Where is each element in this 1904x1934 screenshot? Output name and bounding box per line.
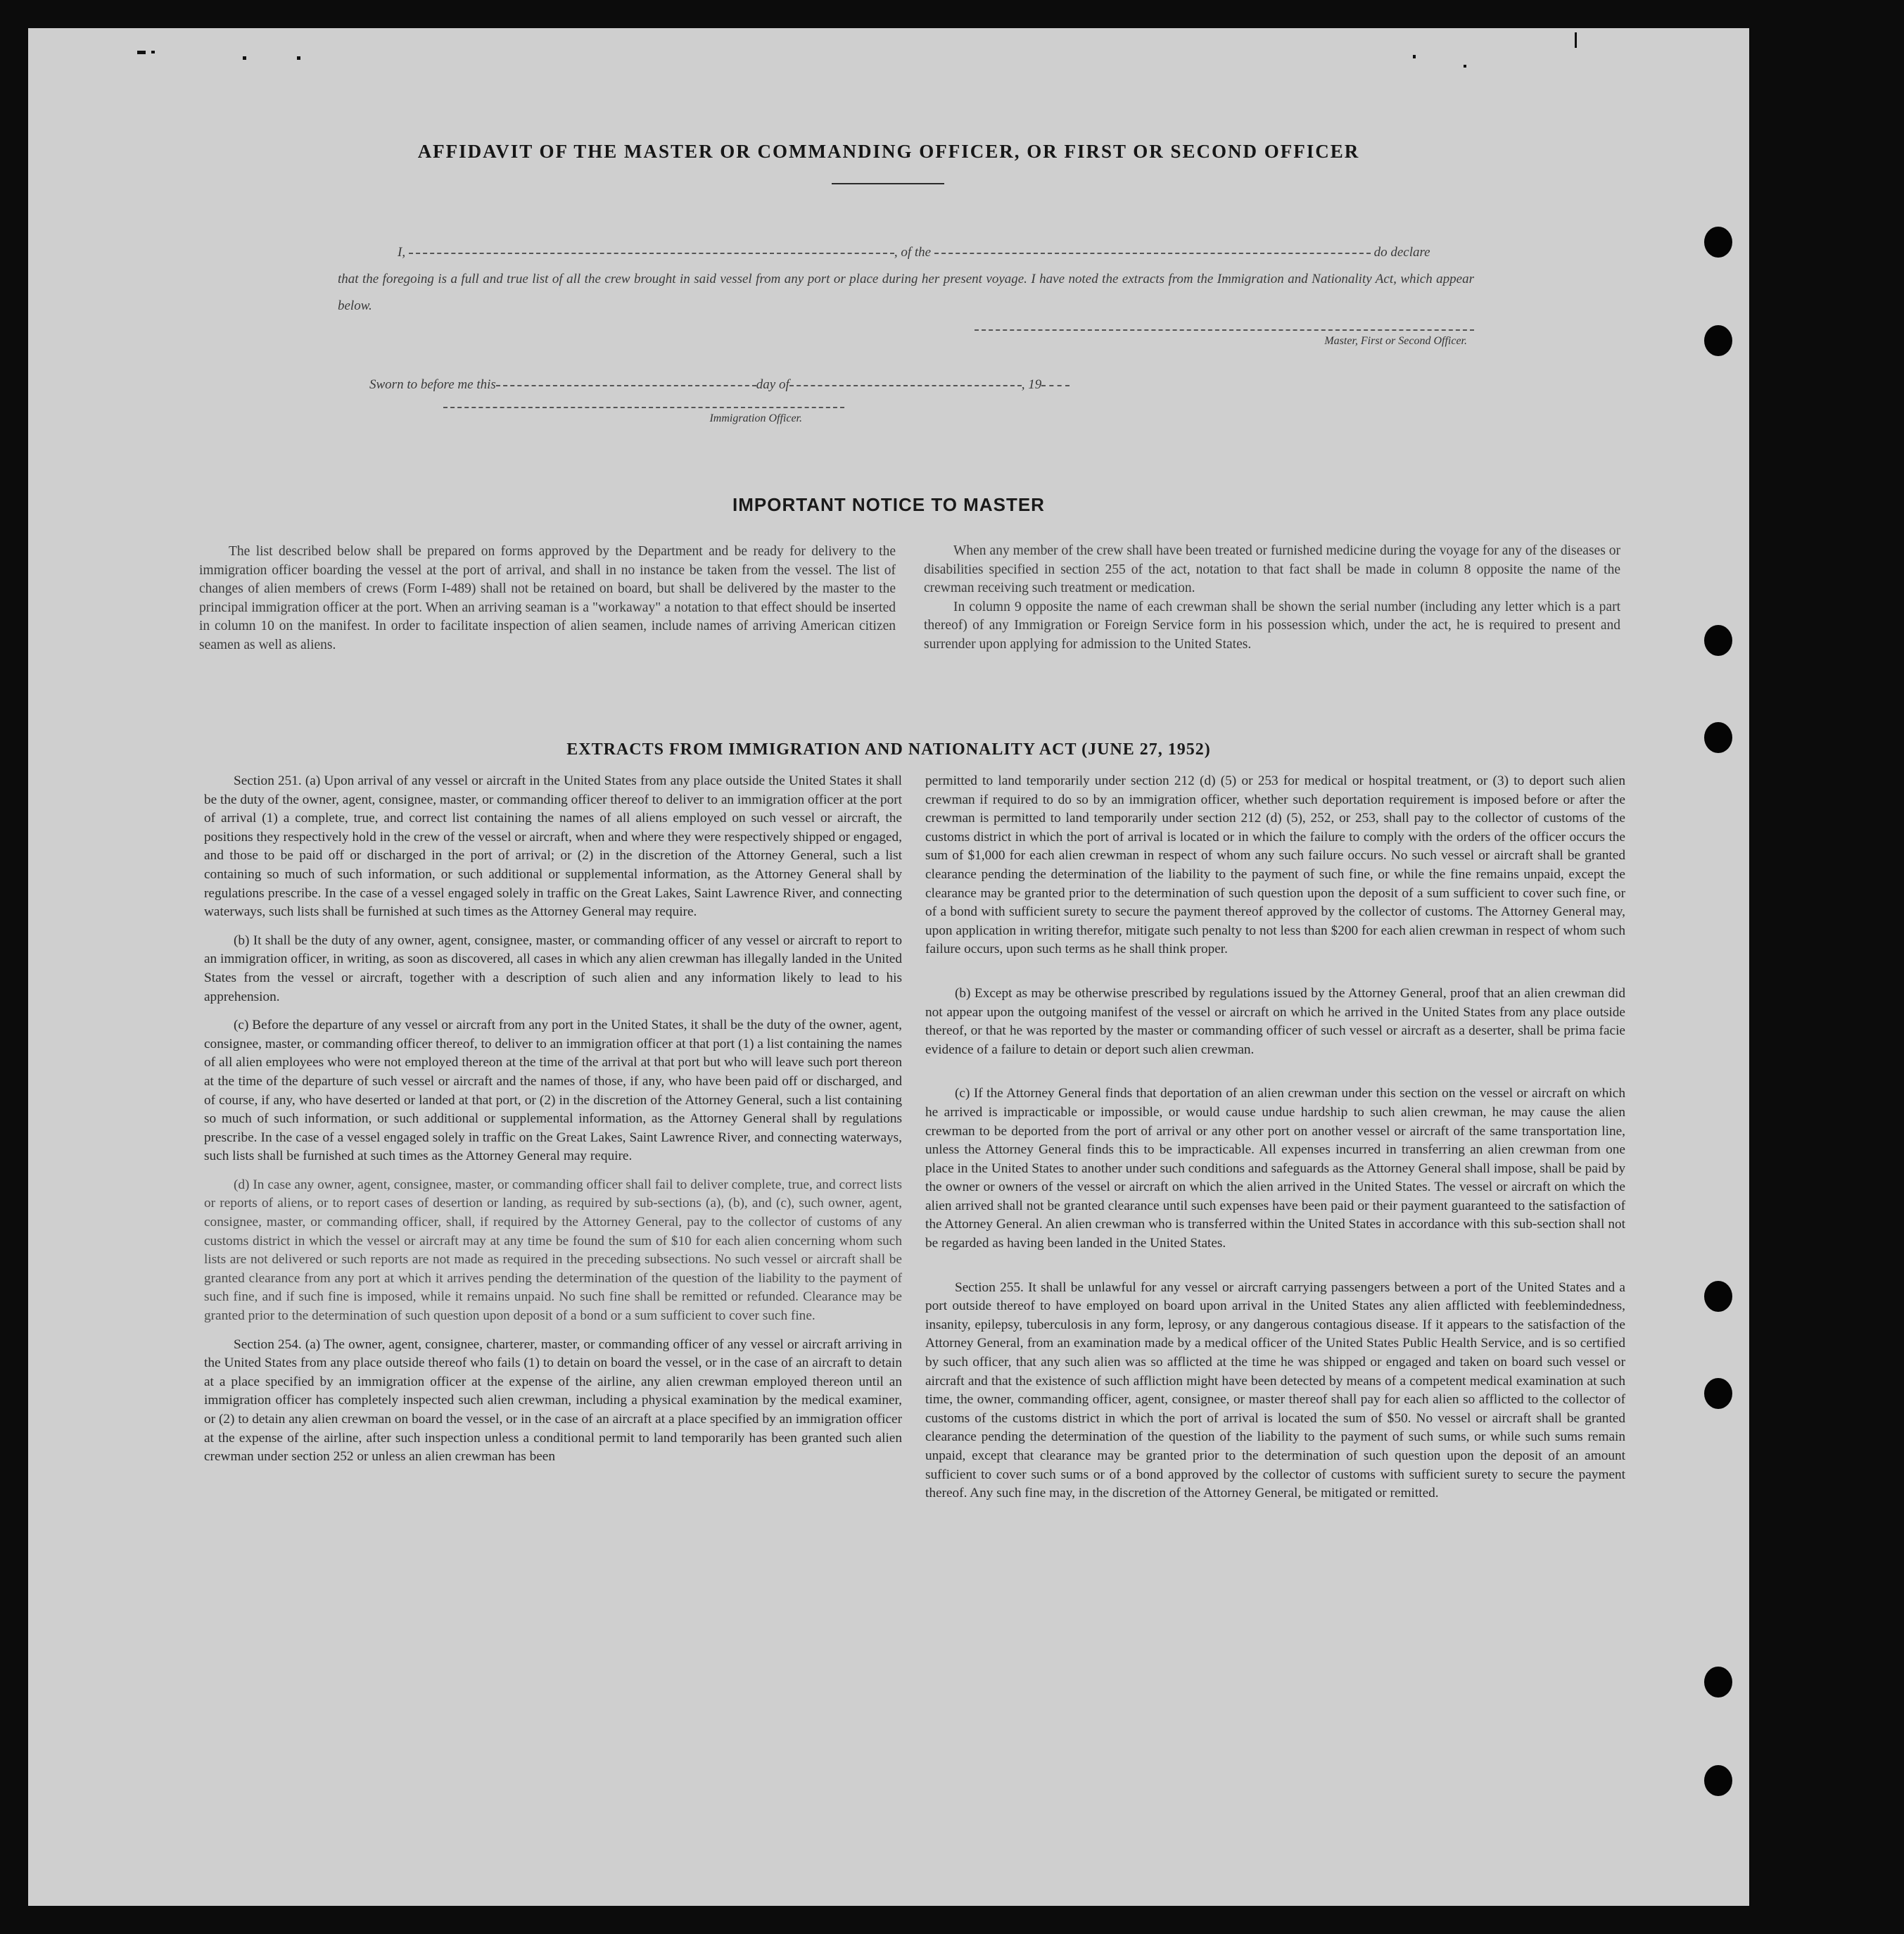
do-declare-label: do declare <box>1373 245 1430 260</box>
of-the-label: , of the <box>894 245 932 260</box>
declaration-first-line <box>338 239 1474 266</box>
declaration-block <box>338 239 1474 320</box>
scan-speck <box>1464 65 1466 68</box>
sworn-month-field[interactable] <box>789 384 1022 386</box>
scan-speck <box>1413 55 1416 58</box>
section-251a: Section 251. (a) Upon arrival of any vessel or aircraft in the United States from any place outside the United States it shall be the duty of the owner, agent, consignee, master, or commanding officer thereof to deliver to an immigration officer at the port of arrival (1) a complete, true, and correct list containing the names of all aliens employed on such vessel or aircraft, the positions they respectively hold in the crew of the vessel or aircraft, when and where they were respectively shipped or engaged, and those to be paid off or discharged in the port of arrival; or (2) in the discretion of the Attorney General, such a list containing so much of such information, or such additional or supplemental information, as the Attorney General shall by regulations prescribe. In the case of a vessel engaged solely in traffic on the Great Lakes, Saint Lawrence River, and connecting waterways, such lists shall be furnished at such times as the Attorney General may require. <box>204 773 903 920</box>
section-254a: Section 254. (a) The owner, agent, consignee, charterer, master, or commanding officer of any vessel or aircraft arriving in the United States from any place outside thereof who fails (1) to detain on board the vessel, or in the case of an aircraft to detain at a place specified by an immigration officer at the expense of the airline, any alien crewman employed thereon until an immigration officer has completely inspected such alien crewman, including a physical examination by the medical examiner, or (2) to detain any alien crewman on board the vessel, or in the case of an aircraft at a place specified by an immigration officer at the expense of the airline, after such inspection unless a conditional permit to land temporarily has been granted such alien crewman under section 252 or unless an alien crewman has been <box>204 1336 902 1465</box>
declarant-prefix: I, <box>398 245 406 260</box>
day-of-label: day of <box>756 377 789 392</box>
section-254b: (b) Except as may be otherwise prescribed by regulations issued by the Attorney General, proof that an alien crewman did not appear upon the outgoing manifest of the vessel or aircraft on which he arrived in the United States from any place outside thereof, or that he was reported by the master or commanding officer of such vessel or aircraft as a deserter, shall be prima facie evidence of a failure to detain or deport such alien crewman. <box>925 985 1625 1057</box>
document-page <box>28 28 1749 1906</box>
scan-speck <box>243 56 246 60</box>
master-signature-field[interactable] <box>975 329 1474 331</box>
affidavit-title: AFFIDAVIT OF THE MASTER OR COMMANDING OFFICER, OR FIRST OR SECOND OFFICER <box>417 141 1360 162</box>
scan-speck <box>137 51 146 54</box>
punch-hole <box>1704 1667 1732 1698</box>
section-251b: (b) It shall be the duty of any owner, agent, consignee, master, or commanding officer of any vessel or aircraft to report to an immigration officer, in writing, as soon as discovered, all cases in which any alien crewman has illegally landed in the United States from the vessel or aircraft, together with a description of such alien and any information likely to lead to his apprehension. <box>204 933 902 1004</box>
sworn-year-field[interactable] <box>1041 384 1070 386</box>
extracts-title: EXTRACTS FROM IMMIGRATION AND NATIONALITY ACT (JUNE 27, 1952) <box>566 740 1211 759</box>
notice-right-column <box>924 542 1620 655</box>
declarant-name-field[interactable] <box>409 252 894 254</box>
extracts-right-column <box>925 772 1625 1503</box>
section-251d: (d) In case any owner, agent, consignee, master, or commanding officer shall fail to deliver complete, true, and correct lists or reports of aliens, or to report cases of desertion or landing, as required by sub-sections (a), (b), and (c), such owner, agent, consignee, master, or commanding officer, shall, if required by the Attorney General, pay to the collector of customs of any customs district in which the vessel or aircraft may at any time be found the sum of $10 for each alien concerning whom such lists are not delivered or such reports are not made as required in the preceding subsections. No such vessel or aircraft shall be granted clearance from any port at which it arrives pending the determination of the question of the liability to the payment of such fine, and if such fine is imposed, while it remains unpaid. No such fine shall be remitted or refunded. Clearance may be granted prior to the determination of such question upon deposit of a bond or a sum sufficient to cover such fine. <box>204 1177 902 1324</box>
punch-hole <box>1704 227 1732 258</box>
scan-speck <box>1575 32 1577 48</box>
immigration-officer-signature-field[interactable] <box>443 407 844 408</box>
notice-left-column <box>199 543 896 655</box>
punch-hole <box>1704 1281 1732 1312</box>
section-251c: (c) Before the departure of any vessel or aircraft from any port in the United States, it shall be the duty of the owner, agent, consignee, master, or commanding officer thereof, to deliver to an immigration officer at that port (1) a list containing the names of all alien employees who were not employed thereon at the time of the arrival at that port but who will leave such port thereon at the time of the departure of such vessel or aircraft and the names of those, if any, who have been paid off or discharged, and of course, if any, who have deserted or landed at that port, or (2) in the discretion of the Attorney General, such a list containing so much of such information, or such additional or supplemental information, as the Attorney General shall by regulations prescribe. In the case of a vessel engaged solely in traffic on the Great Lakes, Saint Lawrence River, and connecting waterways, such lists shall be furnished at such times as the Attorney General may require. <box>204 1018 902 1164</box>
extracts-left-column <box>204 772 902 1467</box>
notice-paragraph: When any member of the crew shall have been treated or furnished medicine during the voyage for any of the diseases or disabilities specified in section 255 of the act, notation to that fact shall be made in column 8 opposite the name of the crewman receiving such treatment or medication. <box>924 543 1620 596</box>
sworn-line <box>369 377 1214 393</box>
declaration-text: that the foregoing is a full and true list of all the crew brought in said vessel from any port or place during her present voyage. I have noted the extracts from the Immigration and Nationality Act, which appear below. <box>338 272 1474 313</box>
notice-paragraph: In column 9 opposite the name of each crewman shall be shown the serial number (including any letter which is a part thereof) of any Immigration or Foreign Service form in his possession which, under the act, he is required to present and surrender upon applying for admission to the United States. <box>924 599 1620 652</box>
scan-speck <box>297 56 300 60</box>
punch-hole <box>1704 1378 1732 1409</box>
sworn-label: Sworn to before me this <box>369 377 496 392</box>
vessel-name-field[interactable] <box>934 252 1371 254</box>
section-255: Section 255. It shall be unlawful for any vessel or aircraft carrying passengers between a port of the United States and a port outside thereof to have employed on board upon arrival in the United States any alien afflicted with feeblemindedness, insanity, epilepsy, tuberculosis in any form, leprosy, or any dangerous contagious disease. If it appears to the satisfaction of the Attorney General, from an examination made by a medical officer of the United States Public Health Service, and is so certified by such officer, that any such alien was so afflicted at the time he was shipped or engaged and taken on board such vessel or aircraft and that the existence of such affliction might have been detected by means of a competent medical examination at such time, the owner, commanding officer, agent, consignee, or master thereof shall pay for each alien so afflicted to the collector of customs of the customs district in which the port of arrival is located the sum of $50. No vessel or aircraft shall be granted clearance pending the determination of the question of the liability to the payment of such sums, or while such sums remain unpaid, except that clearance may be granted prior to the determination of such question upon the deposit of an amount sufficient to cover such sums or of a bond approved by the collector of customs with sufficient surety to secure the payment thereof. Any such fine may, in the discretion of the Attorney General, be mitigated or remitted. <box>925 1279 1625 1501</box>
master-signature-label: Master, First or Second Officer. <box>1324 335 1467 347</box>
notice-paragraph: The list described below shall be prepared on forms approved by the Department and be ready for delivery to the immigration officer boarding the vessel at the port of arrival, and shall in no instance be taken from the vessel. The list of changes of alien members of crews (Form I-489) shall not be retained on board, but shall be delivered by the master to the principal immigration officer at the port. When an arriving seaman is a "workaway" a notation to that effect should be inserted in column 10 on the manifest. In order to facilitate inspection of alien seamen, include names of arriving American citizen seamen as well as aliens. <box>199 544 896 652</box>
scan-speck <box>151 51 155 53</box>
sworn-day-field[interactable] <box>496 384 756 386</box>
punch-hole <box>1704 325 1732 356</box>
section-254a-continued: permitted to land temporarily under section 212 (d) (5) or 253 for medical or hospital treatment, or (3) to deport such alien crewman if required to do so by an immigration officer, whether such deportation requirement is imposed before or after the crewman is permitted to land temporarily under section 212 (d) (5), 252, or 253, shall pay to the collector of customs of the customs district in which the port of arrival is located or in which the failure to comply with the orders of the officer occurs the sum of $1,000 for each alien crewman in respect of whom any such failure occurs. No such vessel or aircraft shall be granted clearance pending the determination of the liability to the payment of such fine, or while the fine remains unpaid, except the clearance may be granted prior to the determination of such question upon the deposit of a sum sufficient to cover such fine, or of a bond with sufficient surety to secure the payment thereof approved by the collector of customs. The Attorney General may, upon application in writing therefor, mitigate such penalty to not less than $200 for each alien crewman in respect of whom such failure occurs, upon such terms as he shall think proper. <box>925 773 1625 957</box>
punch-hole <box>1704 625 1732 656</box>
title-divider <box>832 183 944 184</box>
year-prefix: , 19 <box>1021 377 1042 392</box>
punch-hole <box>1704 1765 1732 1796</box>
immigration-officer-label: Immigration Officer. <box>709 412 802 424</box>
notice-title: IMPORTANT NOTICE TO MASTER <box>732 494 1045 515</box>
section-254c: (c) If the Attorney General finds that deportation of an alien crewman under this section on the vessel or aircraft on which he arrived is impracticable or impossible, or would cause undue hardship to such alien crewman, he may cause the alien crewman to be deported from the port of arrival or any other port on another vessel or aircraft of the same transportation line, unless the Attorney General finds this to be impracticable. All expenses incurred in transferring an alien crewman from one place in the United States to another under such conditions and safeguards as the Attorney General shall impose, shall be paid by the owner or owners of the vessel or aircraft on which the alien arrived in the United States. The vessel or aircraft on which the alien arrived shall not be granted clearance until such expenses have been paid or their payment guaranteed to the satisfaction of the Attorney General. An alien crewman who is transferred within the United States in accordance with this sub-section shall not be regarded as having been landed in the United States. <box>925 1086 1625 1251</box>
